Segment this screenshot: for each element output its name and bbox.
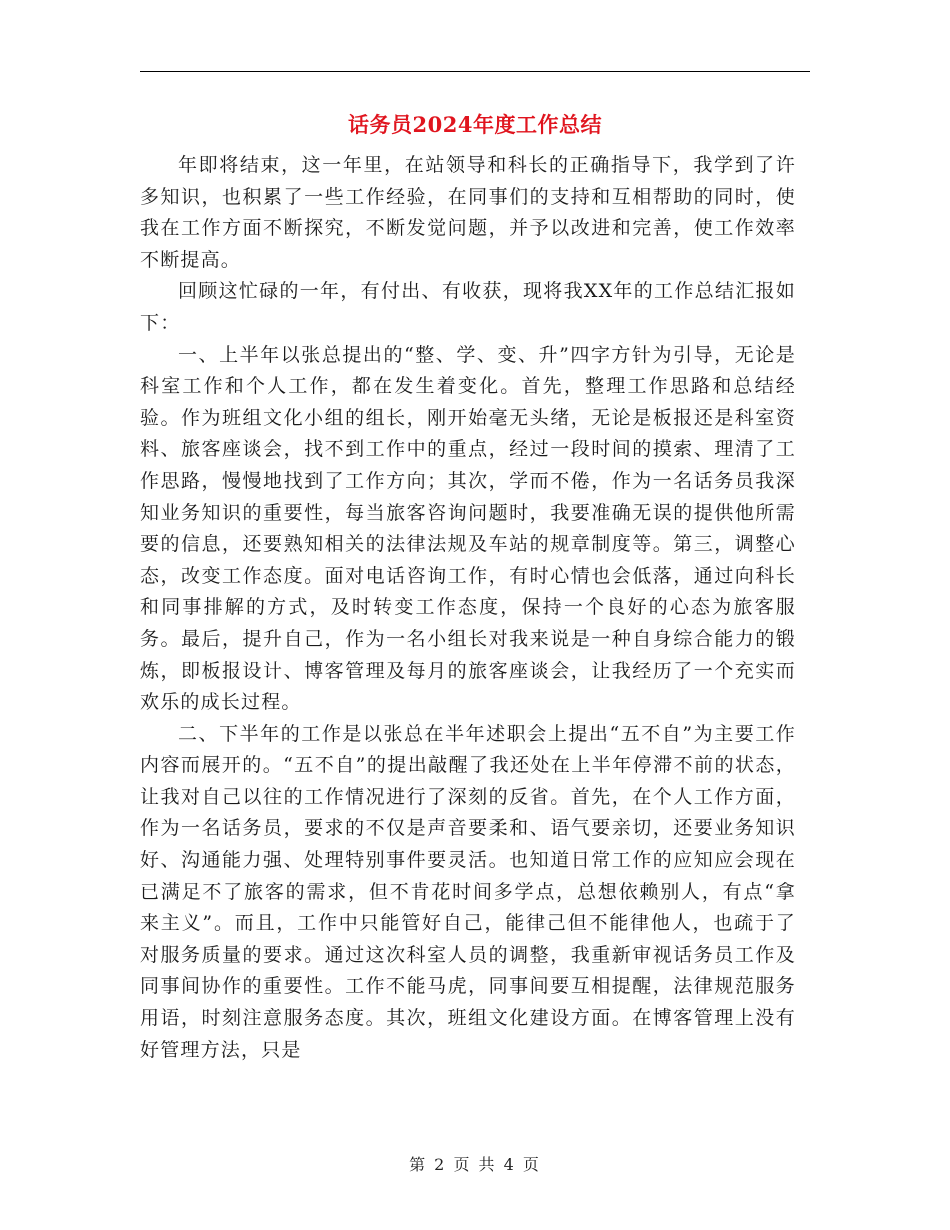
document-title: 话务员2024年度工作总结 — [348, 112, 602, 137]
paragraph-second-half: 二、下半年的工作是以张总在半年述职会上提出“五不自”为主要工作内容而展开的。“五不自”的提出敲醒了我还处在上半年停滞不前的状态，让我对自己以往的工作情况进行了深刻的反省。首先，在个人工作方面，作为一名话务员，要求的不仅是声音要柔和、语气要亲切，还要业务知识好、沟通能力强、处理特别事件要灵活。也知道日常工作的应知应会现在已满足不了旅客的需求，但不肯花时间多学点，总想依赖别人，有点“拿来主义”。而且，工作中只能管好自己，能律己但不能律他人，也疏于了对服务质量的要求。通过这次科室人员的调整，我重新审视话务员工作及同事间协作的重要性。工作不能马虎，同事间要互相提醒，法律规范服务用语，时刻注意服务态度。其次，班组文化建设方面。在博客管理上没有好管理方法，只是 — [140, 722, 796, 1061]
paragraph-review: 回顾这忙碌的一年，有付出、有收获，现将我XX年的工作总结汇报如下： — [140, 280, 796, 334]
document-body — [140, 150, 796, 1066]
paragraph-intro: 年即将结束，这一年里，在站领导和科长的正确指导下，我学到了许多知识，也积累了一些工作经验，在同事们的支持和互相帮助的同时，使我在工作方面不断探究，不断发觉问题，并予以改进和完善，使工作效率不断提高。 — [140, 154, 796, 271]
header-rule — [140, 71, 810, 72]
paragraph-first-half: 一、上半年以张总提出的“整、学、变、升”四字方针为引导，无论是科室工作和个人工作，都在发生着变化。首先，整理工作思路和总结经验。作为班组文化小组的组长，刚开始毫无头绪，无论是板报还是科室资料、旅客座谈会，找不到工作中的重点，经过一段时间的摸索、理清了工作思路，慢慢地找到了工作方向；其次，学而不倦，作为一名话务员我深知业务知识的重要性，每当旅客咨询问题时，我要准确无误的提供他所需要的信息，还要熟知相关的法律法规及车站的规章制度等。第三，调整心态，改变工作态度。面对电话咨询工作，有时心情也会低落，通过向科长和同事排解的方式，及时转变工作态度，保持一个良好的心态为旅客服务。最后，提升自己，作为一名小组长对我来说是一种自身综合能力的锻炼，即板报设计、博客管理及每月的旅客座谈会，让我经历了一个充实而欢乐的成长过程。 — [140, 343, 796, 714]
page-number: 第 2 页 共 4 页 — [409, 1155, 541, 1174]
